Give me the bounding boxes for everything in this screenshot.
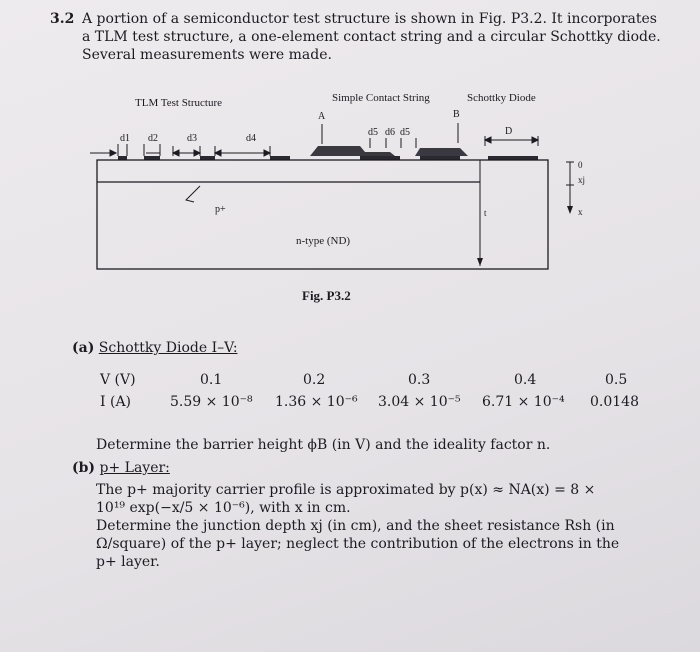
part-b-line: p+ layer. (96, 554, 160, 570)
label-zero: 0 (578, 160, 583, 170)
part-a-question-text: Determine the barrier height ϕB (in V) and the ideality factor n. (96, 437, 551, 453)
label-contact-string: Simple Contact String (332, 92, 430, 104)
part-a-question (96, 436, 656, 454)
intro-line: a TLM test structure, a one-element contact string and a circular Schottky diode. (82, 29, 661, 45)
part-a-heading (72, 340, 238, 356)
label-B: B (453, 109, 460, 120)
part-b-title: p+ Layer: (99, 460, 170, 476)
intro-line: Several measurements were made. (82, 47, 332, 63)
intro-line: A portion of a semiconductor test structure is shown in Fig. P3.2. It incorporates (82, 11, 657, 27)
part-b-label: (b) (72, 460, 96, 476)
label-ntype: n-type (ND) (296, 235, 351, 247)
voltage-cell: 0.3 (408, 372, 431, 388)
part-b-line: Ω/square) of the p+ layer; neglect the contribution of the electrons in the (96, 536, 620, 552)
current-row (100, 394, 660, 412)
label-tlm: TLM Test Structure (135, 97, 223, 109)
voltage-cell: 0.4 (514, 372, 537, 388)
contact-metal-b (415, 148, 468, 156)
label-d5-right: d5 (400, 127, 410, 138)
label-d6: d6 (385, 127, 395, 138)
part-b-line: The p+ majority carrier profile is approximated by p(x) ≈ NA(x) = 8 × (96, 482, 596, 498)
current-cell: 5.59 × 10⁻⁸ (170, 394, 253, 410)
voltage-cell: 0.1 (200, 372, 223, 388)
part-b-line: Determine the junction depth xj (in cm), and the sheet resistance Rsh (in (96, 518, 615, 534)
current-cell: 3.04 × 10⁻⁵ (378, 394, 461, 410)
voltage-header: V (V) (100, 372, 136, 388)
voltage-cell: 0.5 (605, 372, 628, 388)
label-x-axis: x (578, 207, 583, 217)
voltage-cell: 0.2 (303, 372, 326, 388)
label-pplus: p+ (215, 204, 226, 215)
label-D: D (505, 126, 513, 137)
thickness-arrowhead (477, 258, 483, 266)
problem-intro (82, 10, 662, 64)
label-d3: d3 (187, 133, 197, 144)
current-cell: 1.36 × 10⁻⁶ (275, 394, 358, 410)
voltage-row (100, 372, 660, 390)
part-b-body (96, 481, 656, 571)
part-b-heading (72, 460, 170, 476)
label-d4: d4 (246, 133, 256, 144)
x-axis-arrowhead (567, 206, 573, 214)
current-header: I (A) (100, 394, 132, 410)
label-xj-axis: xj (578, 175, 586, 185)
label-d1: d1 (120, 133, 130, 144)
current-cell: 6.71 × 10⁻⁴ (482, 394, 565, 410)
label-t: t (484, 208, 487, 218)
figure-caption: Fig. P3.2 (302, 288, 351, 303)
problem-number: 3.2 (50, 11, 75, 27)
part-b-line: 10¹⁹ exp(−x/5 × 10⁻⁶), with x in cm. (96, 500, 351, 516)
label-d5-left: d5 (368, 127, 378, 138)
part-a-label: (a) (72, 340, 95, 356)
label-d2: d2 (148, 133, 158, 144)
figure-p3-2 (60, 86, 640, 316)
contact-metal-a (310, 146, 395, 156)
pplus-pointer (186, 186, 200, 202)
current-cell: 0.0148 (590, 394, 639, 410)
part-a-title: Schottky Diode I–V: (98, 340, 238, 356)
label-schottky: Schottky Diode (467, 92, 536, 104)
label-A: A (318, 111, 326, 122)
